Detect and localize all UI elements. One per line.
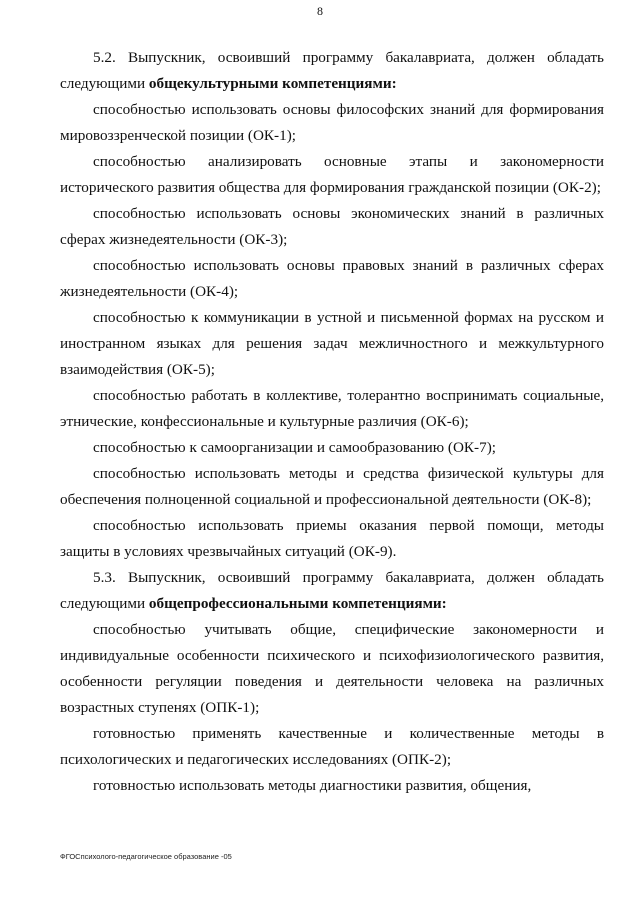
section-5-3-intro: 5.3. Выпускник, освоивший программу бакалавриата, должен обладать следующими	[60, 569, 604, 612]
section-5-3-heading	[60, 565, 604, 617]
footer-text: ФГОСпсихолого-педагогическое образование -05	[60, 852, 232, 861]
document-body	[60, 45, 604, 799]
competency-opk-3-partial: готовностью использовать методы диагностики развития, общения,	[93, 777, 532, 794]
competency-ok-5: способностью к коммуникации в устной и письменной формах на русском и иностранном языках для решения задач межличностного и межкультурного взаимодействия (ОК-5);	[60, 309, 604, 378]
page-number: 8	[317, 4, 323, 18]
competency-ok-2: способностью анализировать основные этапы и закономерности исторического развития общества для формирования гражданской позиции (ОК-2);	[60, 153, 604, 196]
competency-ok-6: способностью работать в коллективе, толерантно воспринимать социальные, этнические, конфессиональные и культурные различия (ОК-6);	[60, 387, 604, 430]
competency-ok-7: способностью к самоорганизации и самообразованию (ОК-7);	[93, 439, 496, 456]
competency-ok-1: способностью использовать основы философских знаний для формирования мировоззренческой позиции (ОК-1);	[60, 101, 604, 144]
section-5-3-bold-term: общепрофессиональными компетенциями:	[148, 595, 447, 612]
competency-opk-2: готовностью применять качественные и количественные методы в психологических и педагогических исследованиях (ОПК-2);	[60, 725, 604, 768]
section-5-2-bold-term: общекультурными компетенциями:	[148, 75, 397, 92]
section-5-2-intro: 5.2. Выпускник, освоивший программу бакалавриата, должен обладать следующими	[60, 49, 604, 92]
competency-opk-1: способностью учитывать общие, специфические закономерности и индивидуальные особенности психического и психофизиологического развития, особенности регуляции поведения и деятельности человека на различных возрастных ступенях (ОПК-1);	[60, 621, 604, 716]
competency-ok-4: способностью использовать основы правовых знаний в различных сферах жизнедеятельности (ОК-4);	[60, 257, 604, 300]
section-5-2-heading	[60, 45, 604, 97]
competency-ok-3: способностью использовать основы экономических знаний в различных сферах жизнедеятельности (ОК-3);	[60, 205, 604, 248]
competency-ok-9: способностью использовать приемы оказания первой помощи, методы защиты в условиях чрезвычайных ситуаций (ОК-9).	[60, 517, 604, 560]
competency-ok-8: способностью использовать методы и средства физической культуры для обеспечения полноценной социальной и профессиональной деятельности (ОК-8);	[60, 465, 604, 508]
